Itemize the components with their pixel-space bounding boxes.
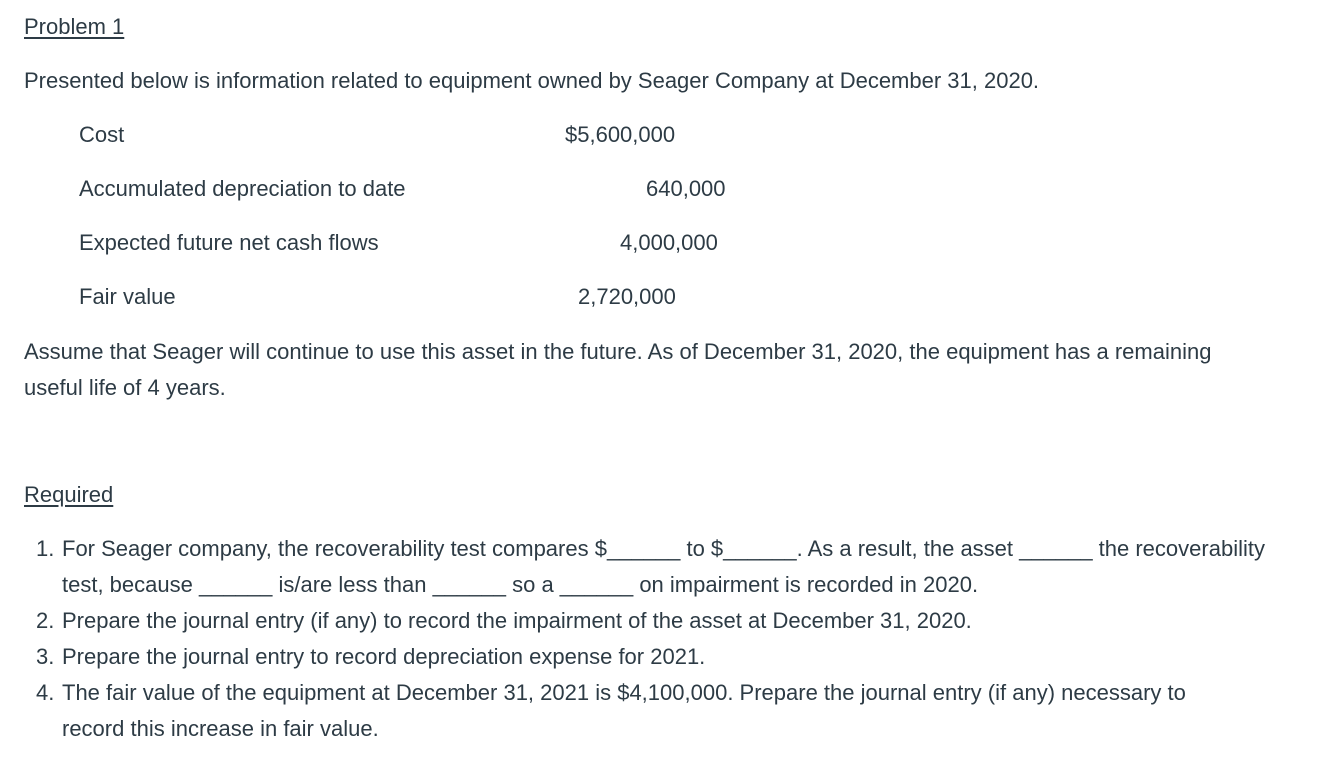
list-item: [36, 610, 1326, 646]
question-number: 3.: [36, 644, 55, 669]
question-number: 2.: [36, 608, 55, 633]
list-item: [36, 538, 1326, 610]
problem-title: Problem 1: [24, 14, 125, 39]
list-item: [36, 646, 1326, 682]
question-1-line-2: test, because ______ is/are less than ______ so a ______ on impairment is recorded in 2020.: [62, 572, 979, 597]
assumption-line-1: Assume that Seager will continue to use this asset in the future. As of December 31, 2020, the equipment has a remaining: [24, 339, 1212, 364]
list-item: [36, 682, 1326, 754]
question-4-line-2: record this increase in fair value.: [62, 716, 379, 741]
item-label-fair-value: Fair value: [79, 284, 176, 309]
required-title: Required: [24, 482, 114, 507]
item-value-accumulated-depreciation: 640,000: [646, 176, 726, 201]
item-label-expected-cash-flows: Expected future net cash flows: [79, 230, 379, 255]
item-value-expected-cash-flows: 4,000,000: [620, 230, 718, 255]
assumption-line-2: useful life of 4 years.: [24, 375, 226, 400]
question-number: 4.: [36, 680, 55, 705]
item-label-accumulated-depreciation: Accumulated depreciation to date: [79, 176, 406, 201]
intro-text: Presented below is information related to equipment owned by Seager Company at December 31, 2020.: [24, 68, 1040, 93]
question-1-line-1: For Seager company, the recoverability test compares $______ to $______. As a result, the asset ______ the recoverability: [62, 536, 1265, 561]
questions-list: [36, 538, 1326, 754]
question-2-line-1: Prepare the journal entry (if any) to record the impairment of the asset at December 31, 2020.: [62, 608, 972, 633]
item-label-cost: Cost: [79, 122, 125, 147]
question-4-line-1: The fair value of the equipment at December 31, 2021 is $4,100,000. Prepare the journal entry (if any) necessary to: [62, 680, 1186, 705]
question-3-line-1: Prepare the journal entry to record depreciation expense for 2021.: [62, 644, 706, 669]
item-value-cost: $5,600,000: [565, 122, 676, 147]
item-value-fair-value: 2,720,000: [578, 284, 676, 309]
question-number: 1.: [36, 536, 55, 561]
